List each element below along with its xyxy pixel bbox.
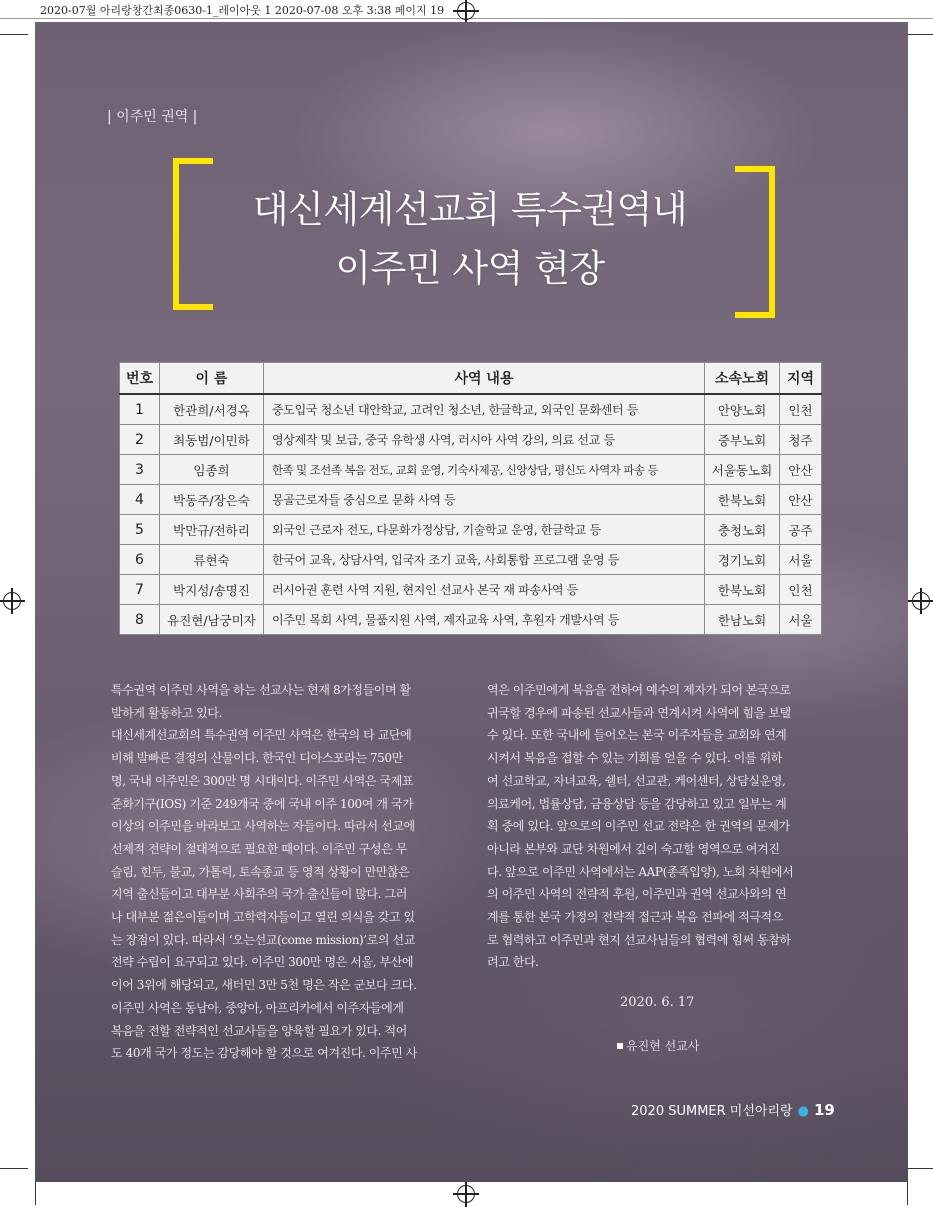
cell-presbytery: 서울동노회 xyxy=(705,455,780,485)
cell-presbytery: 안양노회 xyxy=(705,394,780,425)
body-line: 지역 출신들이고 대부분 사회주의 국가 출신들이 많다. 그러 xyxy=(111,887,407,902)
body-line: 비해 발빠른 결정의 산물이다. 한국인 디아스포라는 750만 xyxy=(111,751,403,766)
registration-mark-icon xyxy=(912,592,930,610)
cell-ministry: 외국인 근로자 전도, 다문화가정상담, 기술학교 운영, 한글학교 등 xyxy=(264,515,705,545)
cell-region: 안산 xyxy=(780,455,822,485)
body-line: 는 장점이 있다. 따라서 ‘오는선교(come mission)’로의 선교 xyxy=(111,932,415,947)
cell-region: 서울 xyxy=(780,605,822,635)
page-title xyxy=(205,180,735,298)
cell-region: 청주 xyxy=(780,425,822,455)
cell-number: 5 xyxy=(120,515,160,545)
registration-mark-icon xyxy=(3,592,21,610)
body-line: 려고 한다. xyxy=(487,955,539,970)
cell-presbytery: 충청노회 xyxy=(705,515,780,545)
cell-name: 박지성/송명진 xyxy=(160,575,264,605)
cell-name: 박동주/장은숙 xyxy=(160,485,264,515)
body-line: 준화기구(IOS) 기준 249개국 중에 국내 이주 100여 개 국가 xyxy=(111,796,414,811)
body-line: 이어 3위에 해당되고, 새터민 3만 5천 명은 작은 군보다 크다. xyxy=(111,978,417,993)
table-row xyxy=(120,394,822,425)
body-line: 의 이주민 사역의 전략적 후원, 이주민과 권역 선교사와의 연 xyxy=(487,887,787,902)
body-line: 슬림, 힌두, 불교, 가톨릭, 토속종교 등 영적 상황이 만만찮은 xyxy=(111,864,410,879)
body-line: 수 있다. 또한 국내에 들어오는 본국 이주자들을 교회와 연계 xyxy=(487,728,787,743)
registration-mark-icon xyxy=(457,2,475,20)
cell-number: 1 xyxy=(120,394,160,425)
body-line: 귀국할 경우에 파송된 선교사들과 연계시켜 사역에 힘을 보탤 xyxy=(487,705,791,720)
cell-region: 인천 xyxy=(780,575,822,605)
cell-region: 인천 xyxy=(780,394,822,425)
title-line-2: 이주민 사역 현장 xyxy=(335,247,605,290)
title-line-1: 대신세계선교회 특수권역내 xyxy=(252,188,688,231)
cell-region: 서울 xyxy=(780,545,822,575)
body-line: 도 40개 국가 정도는 감당해야 할 것으로 여겨진다. 이주민 사 xyxy=(111,1046,418,1061)
cell-presbytery: 경기노회 xyxy=(705,545,780,575)
crop-mark xyxy=(0,34,28,35)
article-date: 2020. 6. 17 xyxy=(620,995,695,1010)
cell-name: 최동범/이민하 xyxy=(160,425,264,455)
body-line: 시켜서 복음을 접할 수 있는 기회를 얻을 수 있다. 이를 위하 xyxy=(487,751,782,766)
page-folio xyxy=(631,1100,835,1119)
cell-name: 박만규/전하리 xyxy=(160,515,264,545)
cell-number: 6 xyxy=(120,545,160,575)
cell-number: 2 xyxy=(120,425,160,455)
body-line: 나 대부분 젊은이들이며 고학력자들이고 열린 의식을 갖고 있 xyxy=(111,910,415,925)
author-byline xyxy=(617,1037,699,1054)
cell-ministry: 한국어 교육, 상담사역, 입국자 조기 교육, 사회통합 프로그램 운영 등 xyxy=(264,545,705,575)
body-line: 특수권역 이주민 사역을 하는 선교사는 현재 8가정들이며 활 xyxy=(111,683,411,697)
cell-region: 안산 xyxy=(780,485,822,515)
cell-ministry: 이주민 목회 사역, 물품지원 사역, 제자교육 사역, 후원자 개발사역 등 xyxy=(264,605,705,635)
cell-presbytery: 한남노회 xyxy=(705,605,780,635)
crop-mark xyxy=(907,1178,908,1205)
magazine-page xyxy=(35,22,908,1182)
cell-presbytery: 한북노회 xyxy=(705,575,780,605)
body-line: 복음을 전할 전략적인 선교사들을 양육할 필요가 있다. 적어 xyxy=(111,1023,407,1038)
body-line: 대신세계선교회의 특수권역 이주민 사역은 한국의 타 교단에 xyxy=(111,728,412,743)
cell-name: 한관희/서경옥 xyxy=(160,394,264,425)
cell-number: 3 xyxy=(120,455,160,485)
header-region: 지역 xyxy=(780,363,822,395)
crop-mark xyxy=(0,1168,28,1169)
cell-ministry: 러시아권 훈련 사역 지원, 현지인 선교사 본국 재 파송사역 등 xyxy=(264,575,705,605)
header-ministry: 사역 내용 xyxy=(264,363,705,395)
publication-name: 2020 SUMMER 미선아리랑 xyxy=(631,1104,793,1119)
body-line: 이상의 이주민을 바라보고 사역하는 자들이다. 따라서 선교에 xyxy=(111,819,415,834)
header-presbytery: 소속노회 xyxy=(705,363,780,395)
cell-ministry: 영상제작 및 보급, 중국 유학생 사역, 러시아 사역 강의, 의료 선교 등 xyxy=(264,425,705,455)
bullet-dot-icon: ● xyxy=(797,1104,809,1119)
title-bracket-right xyxy=(735,166,775,318)
body-line: 로 협력하고 이주민과 현지 선교사님들의 협력에 힘써 동참하 xyxy=(487,932,791,947)
crop-mark xyxy=(905,34,933,35)
body-line: 획 중에 있다. 앞으로의 이주민 선교 전략은 한 권역의 문제가 xyxy=(487,819,790,834)
body-line: 선제적 전략이 절대적으로 필요한 때이다. 이주민 구성은 무 xyxy=(111,841,407,856)
cell-name: 임종희 xyxy=(160,455,264,485)
header-name: 이 름 xyxy=(160,363,264,395)
table-row xyxy=(120,515,822,545)
cell-number: 8 xyxy=(120,605,160,635)
print-slug: 2020-07월 아리랑창간최종0630-1_레이아웃 1 2020-07-08 오후 3:38 페이지 19 xyxy=(40,4,445,17)
table-row xyxy=(120,605,822,635)
table-row xyxy=(120,575,822,605)
cell-name: 유진현/남궁미자 xyxy=(160,605,264,635)
bullet-square-icon xyxy=(617,1043,623,1049)
body-column-left xyxy=(111,679,451,1065)
cell-ministry: 몽골근로자들 중심으로 문화 사역 등 xyxy=(264,485,705,515)
body-line: 이주민 사역은 동남아, 중앙아, 아프리카에서 이주자들에게 xyxy=(111,1000,404,1015)
body-line: 의료케어, 법률상담, 금융상담 등을 감당하고 있고 일부는 계 xyxy=(487,796,787,811)
table-row xyxy=(120,425,822,455)
crop-mark xyxy=(35,1178,36,1205)
body-line: 여 선교학교, 자녀교육, 쉘터, 선교관, 케어센터, 상담실운영, xyxy=(487,773,786,788)
cell-presbytery: 중부노회 xyxy=(705,425,780,455)
table-row xyxy=(120,455,822,485)
registration-mark-icon xyxy=(457,1185,475,1203)
body-line: 전략 수립이 요구되고 있다. 이주민 300만 명은 서울, 부산에 xyxy=(111,955,414,970)
table-row xyxy=(120,485,822,515)
cell-ministry: 중도입국 청소년 대안학교, 고려인 청소년, 한글학교, 외국인 문화센터 등 xyxy=(264,394,705,425)
body-line: 아니라 본부와 교단 차원에서 깊이 숙고할 영역으로 여겨진 xyxy=(487,841,780,856)
body-line: 발하게 활동하고 있다. xyxy=(111,705,222,720)
cell-presbytery: 한북노회 xyxy=(705,485,780,515)
page-number: 19 xyxy=(813,1101,835,1119)
cell-ministry: 한족 및 조선족 복음 전도, 교회 운영, 기숙사제공, 신앙상담, 평신도 사역자 파송 등 xyxy=(264,455,705,485)
body-line: 역은 이주민에게 복음을 전하여 예수의 제자가 되어 본국으로 xyxy=(487,683,791,697)
body-line: 다. 앞으로 이주민 사역에서는 AAP(종족입양), 노회 차원에서 xyxy=(487,864,794,879)
author-name: 유진현 선교사 xyxy=(626,1039,700,1053)
section-tag: | 이주민 권역 | xyxy=(107,109,198,125)
cell-region: 공주 xyxy=(780,515,822,545)
table-row xyxy=(120,545,822,575)
body-line: 계를 통한 본국 가정의 전략적 접근과 복음 전파에 적극적으 xyxy=(487,910,783,925)
crop-mark xyxy=(905,1168,933,1169)
cell-number: 7 xyxy=(120,575,160,605)
header-number: 번호 xyxy=(120,363,160,395)
body-line: 명, 국내 이주민은 300만 명 시대이다. 이주민 사역은 국제표 xyxy=(111,773,414,788)
table-header-row xyxy=(120,363,822,395)
ministry-table xyxy=(119,362,822,635)
cell-number: 4 xyxy=(120,485,160,515)
body-column-right xyxy=(487,679,827,974)
cell-name: 류현숙 xyxy=(160,545,264,575)
